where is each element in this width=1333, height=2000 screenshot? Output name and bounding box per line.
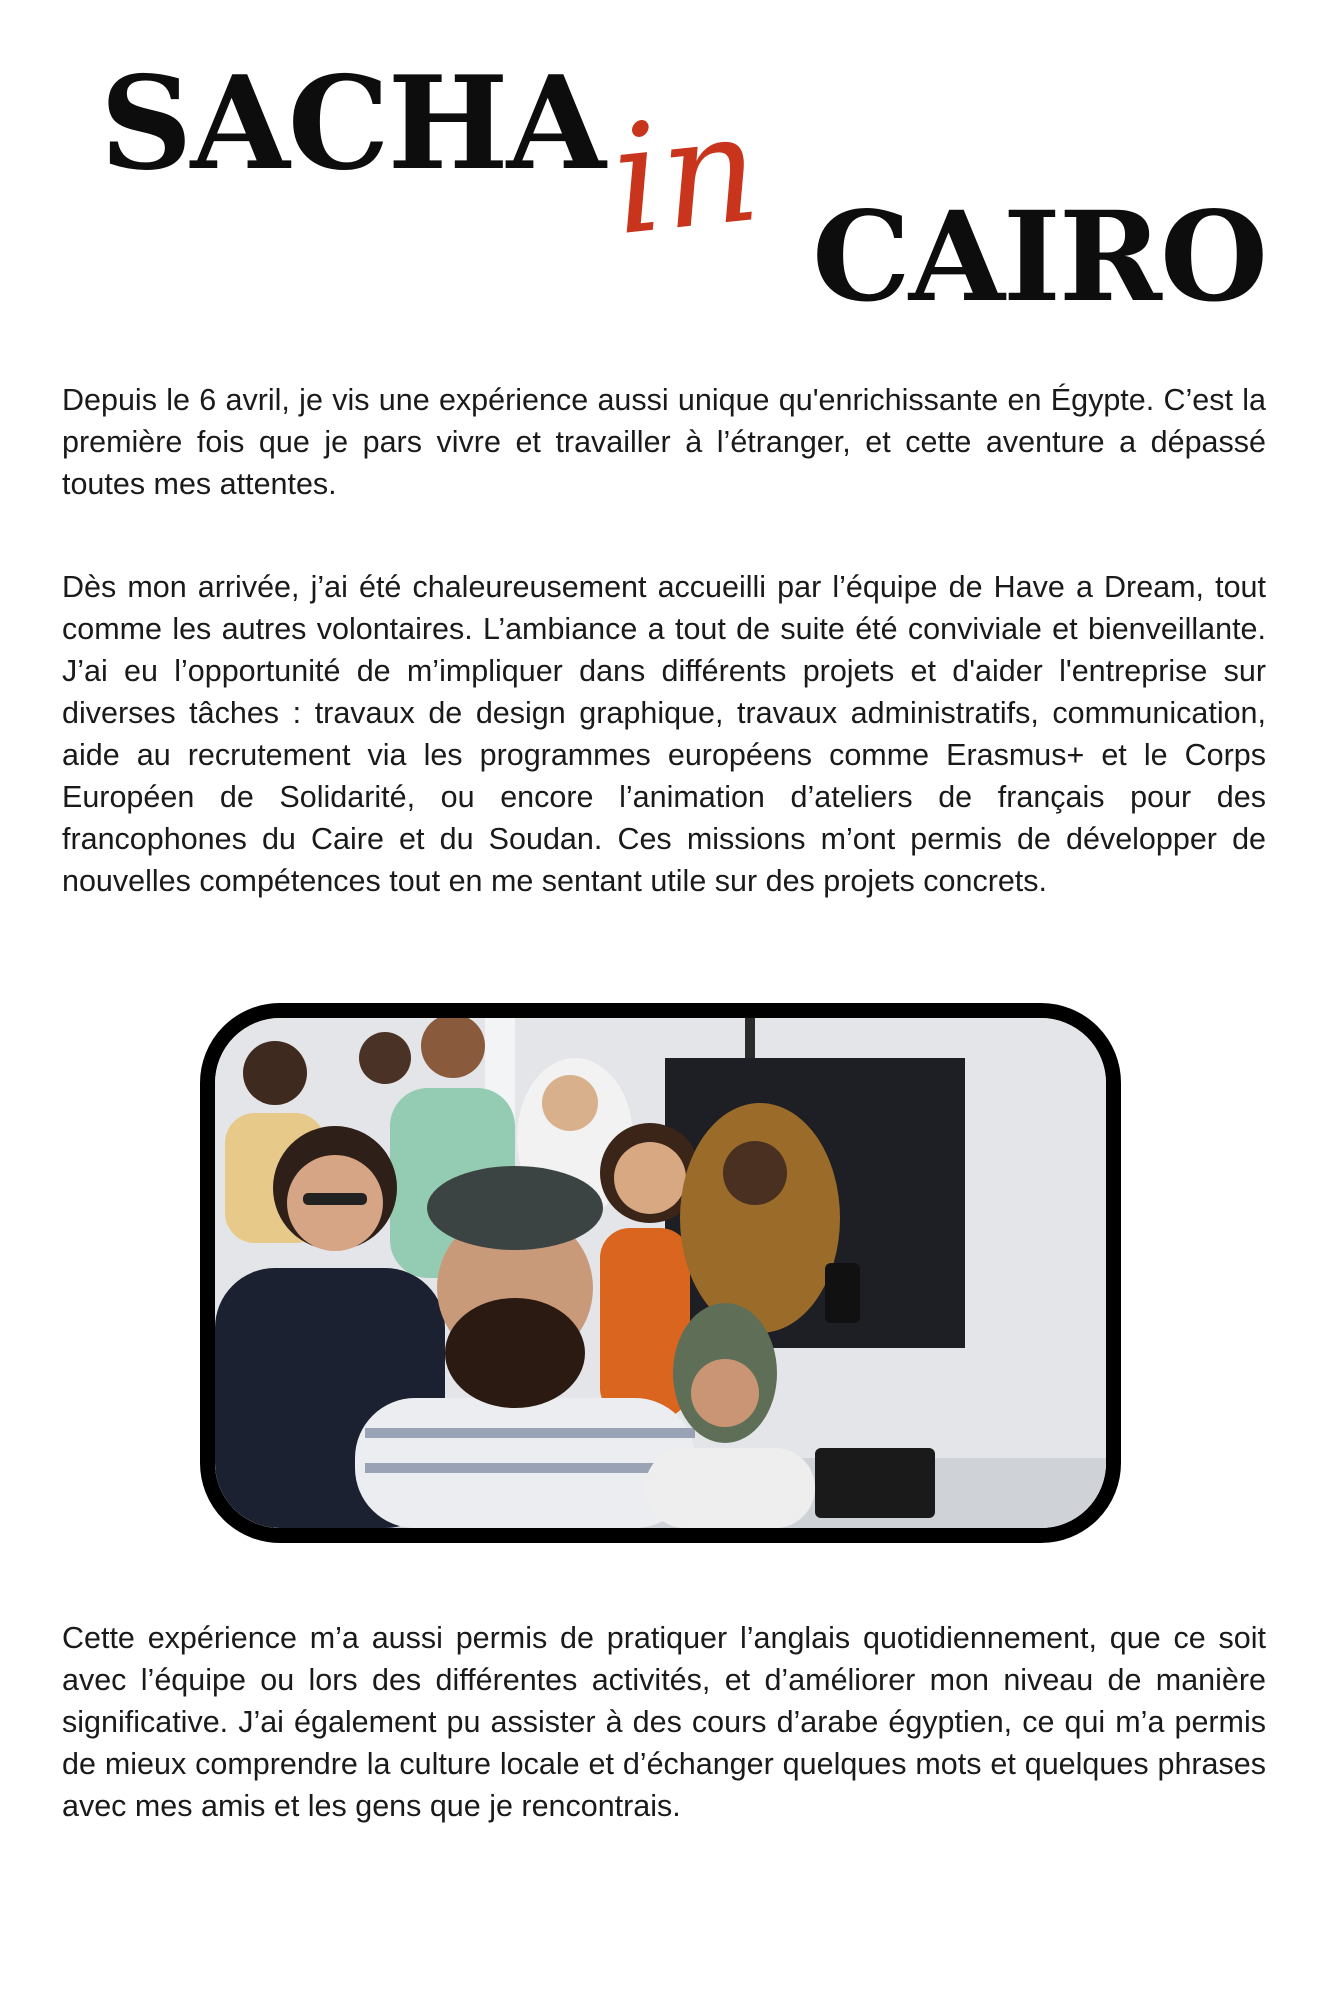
tv-mount [745, 1018, 755, 1058]
group-photo [200, 1003, 1121, 1543]
title-cairo: CAIRO [812, 185, 1266, 330]
person-back-center [359, 1032, 411, 1084]
laptop [815, 1448, 935, 1518]
title-in: in [604, 80, 767, 270]
phone [825, 1263, 860, 1323]
language-paragraph: Cette expérience m’a aussi permis de pratiquer l’anglais quotidiennement, que ce soit avec l’équipe ou lors des différentes activités, et d’améliorer mon niveau de manière significative. J’ai également pu assister à des cours d’arabe égyptien, ce qui m’a permis de mieux comprendre la culture locale et d’échanger quelques mots et quelques phrases avec mes amis et les gens que je rencontrais. [62, 1621, 1266, 1823]
title-sacha: SACHA [100, 49, 604, 199]
intro-paragraph: Depuis le 6 avril, je vis une expérience aussi unique qu'enrichissante en Égypte. C’est la première fois que je pars vivre et travailler à l’étranger, et cette aventure a dépassé toutes mes attentes. [62, 383, 1266, 501]
group-selfie-illustration [215, 1018, 1106, 1528]
missions-paragraph: Dès mon arrivée, j’ai été chaleureusement accueilli par l’équipe de Have a Dream, tout comme les autres volontaires. L’ambiance a tout de suite été conviviale et bienveillante. J’ai eu l’opportunité de m’impliquer dans différents projets et d'aider l'entreprise sur diverses tâches : travaux de design graphique, travaux administratifs, communication, aide au recrutement via les programmes européens comme Erasmus+ et le Corps Européen de Solidarité, ou encore l’animation d’ateliers de français pour des francophones du Caire et du Soudan. Ces missions m’ont permis de développer de nouvelles compétences tout en me sentant utile sur des projets concrets. [62, 570, 1266, 898]
